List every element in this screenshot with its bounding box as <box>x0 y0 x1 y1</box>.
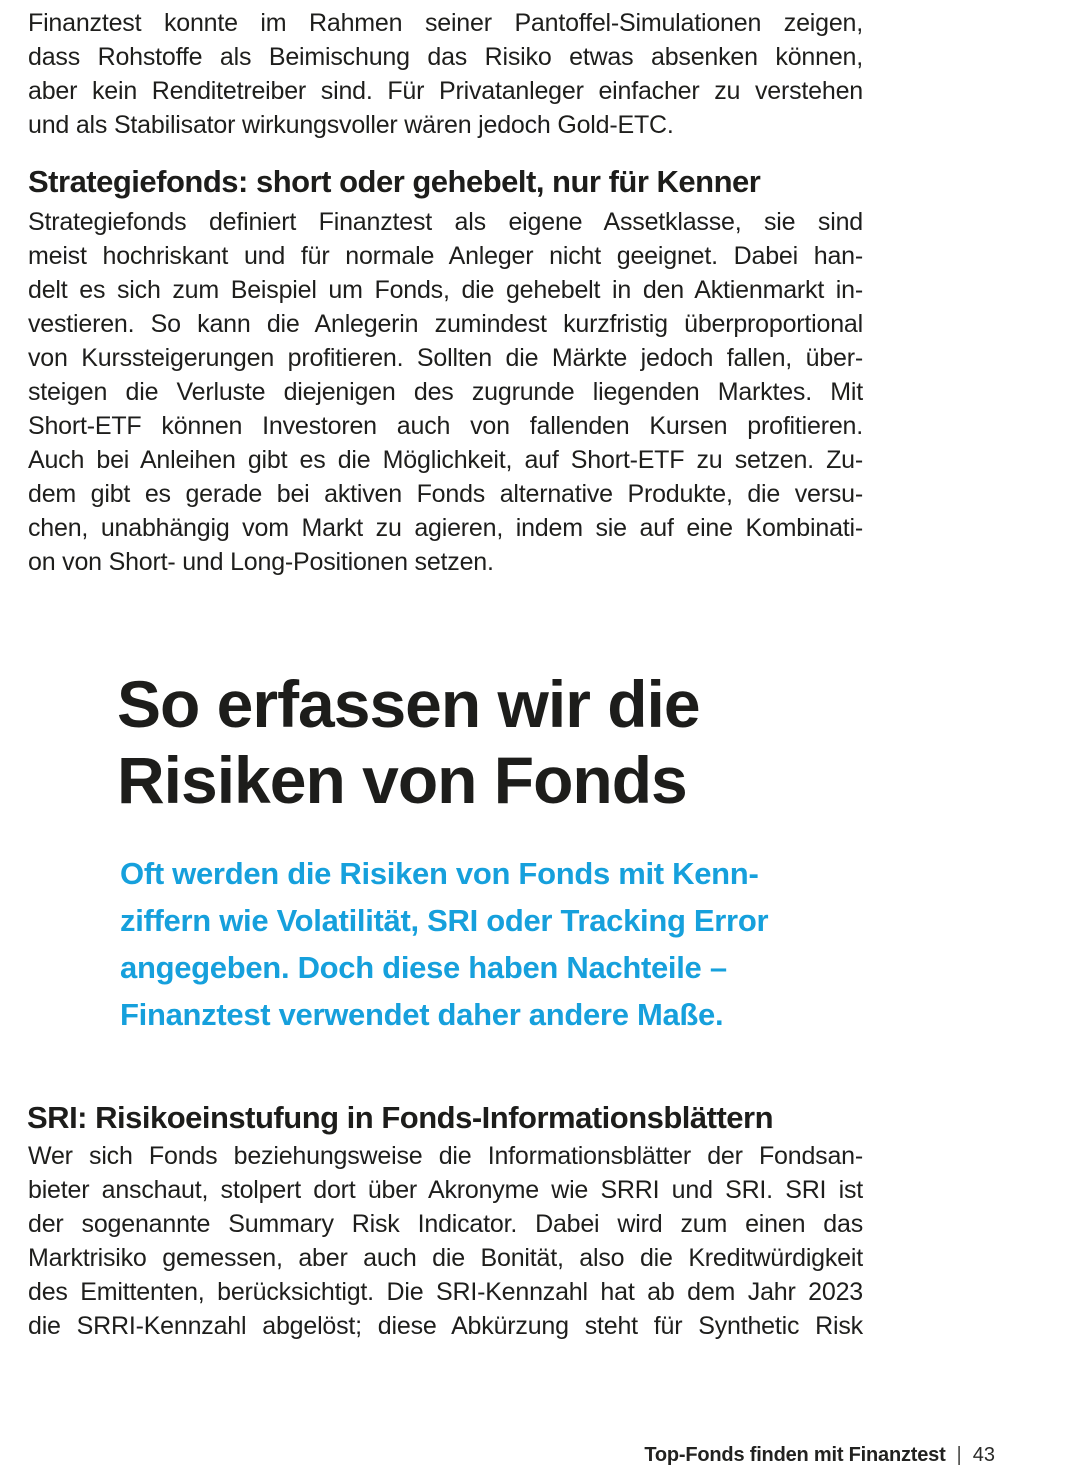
footer-separator: | <box>956 1444 962 1466</box>
text-line: chen, unabhängig vom Markt zu agieren, indem sie auf eine Kombinati- <box>28 514 863 542</box>
text-line: Strategiefonds definiert Finanztest als eigene Assetklasse, sie sind <box>28 208 863 236</box>
text-line: angegeben. Doch diese haben Nachteile – <box>120 950 727 985</box>
article-deck <box>120 850 768 1038</box>
footer-title: Top-Fonds finden mit Finanztest <box>644 1444 946 1466</box>
section-heading-sri: SRI: Risikoeinstufung in Fonds-Informationsblättern <box>27 1100 774 1135</box>
text-line: dass Rohstoffe als Beimischung das Risiko etwas absenken können, <box>28 43 863 71</box>
text-line: von Kurssteigerungen profitieren. Sollten die Märkte jedoch fallen, über- <box>28 344 863 372</box>
text-line: Finanztest konnte im Rahmen seiner Pantoffel-Simulationen zeigen, <box>28 9 863 37</box>
article-title-line-2: Risiken von Fonds <box>117 743 687 817</box>
text-line: bieter anschaut, stolpert dort über Akronyme wie SRRI und SRI. SRI ist <box>28 1176 863 1204</box>
text-line: Marktrisiko gemessen, aber auch die Bonität, also die Kreditwürdigkeit <box>28 1244 863 1272</box>
intro-paragraph <box>28 6 863 142</box>
text-line: die SRRI-Kennzahl abgelöst; diese Abkürzung steht für Synthetic Risk <box>28 1312 863 1340</box>
text-line: des Emittenten, berücksichtigt. Die SRI-Kennzahl hat ab dem Jahr 2023 <box>28 1278 863 1306</box>
text-line: Oft werden die Risiken von Fonds mit Kenn- <box>120 856 759 891</box>
text-line: dem gibt es gerade bei aktiven Fonds alternative Produkte, die versu- <box>28 480 863 508</box>
text-line: ziffern wie Volatilität, SRI oder Tracking Error <box>120 903 769 938</box>
text-line: Short-ETF können Investoren auch von fallenden Kursen profitieren. <box>28 412 863 440</box>
strategiefonds-paragraph <box>28 205 863 579</box>
text-line: Finanztest verwendet daher andere Maße. <box>120 997 724 1032</box>
text-line: meist hochriskant und für normale Anleger nicht geeignet. Dabei han- <box>28 242 863 270</box>
page-number: 43 <box>972 1444 995 1466</box>
article-title-line-1: So erfassen wir die <box>117 667 700 741</box>
text-line: vestieren. So kann die Anlegerin zumindest kurzfristig überproportional <box>28 310 863 338</box>
article-title <box>117 666 700 818</box>
text-line: steigen die Verluste diejenigen des zugrunde liegenden Marktes. Mit <box>28 378 863 406</box>
text-line: delt es sich zum Beispiel um Fonds, die gehebelt in den Aktienmarkt in- <box>28 276 863 304</box>
page-footer <box>644 1442 995 1468</box>
section-heading-strategiefonds: Strategiefonds: short oder gehebelt, nur für Kenner <box>28 164 761 199</box>
text-line: und als Stabilisator wirkungsvoller wären jedoch Gold-ETC. <box>28 111 674 139</box>
text-line: der sogenannte Summary Risk Indicator. Dabei wird zum einen das <box>28 1210 863 1238</box>
sri-paragraph <box>28 1139 863 1343</box>
text-line: Wer sich Fonds beziehungsweise die Informationsblätter der Fondsan- <box>28 1142 863 1170</box>
text-line: Auch bei Anleihen gibt es die Möglichkeit, auf Short-ETF zu setzen. Zu- <box>28 446 863 474</box>
text-line: aber kein Renditetreiber sind. Für Privatanleger einfacher zu verstehen <box>28 77 863 105</box>
text-line: on von Short- und Long-Positionen setzen. <box>28 548 494 576</box>
